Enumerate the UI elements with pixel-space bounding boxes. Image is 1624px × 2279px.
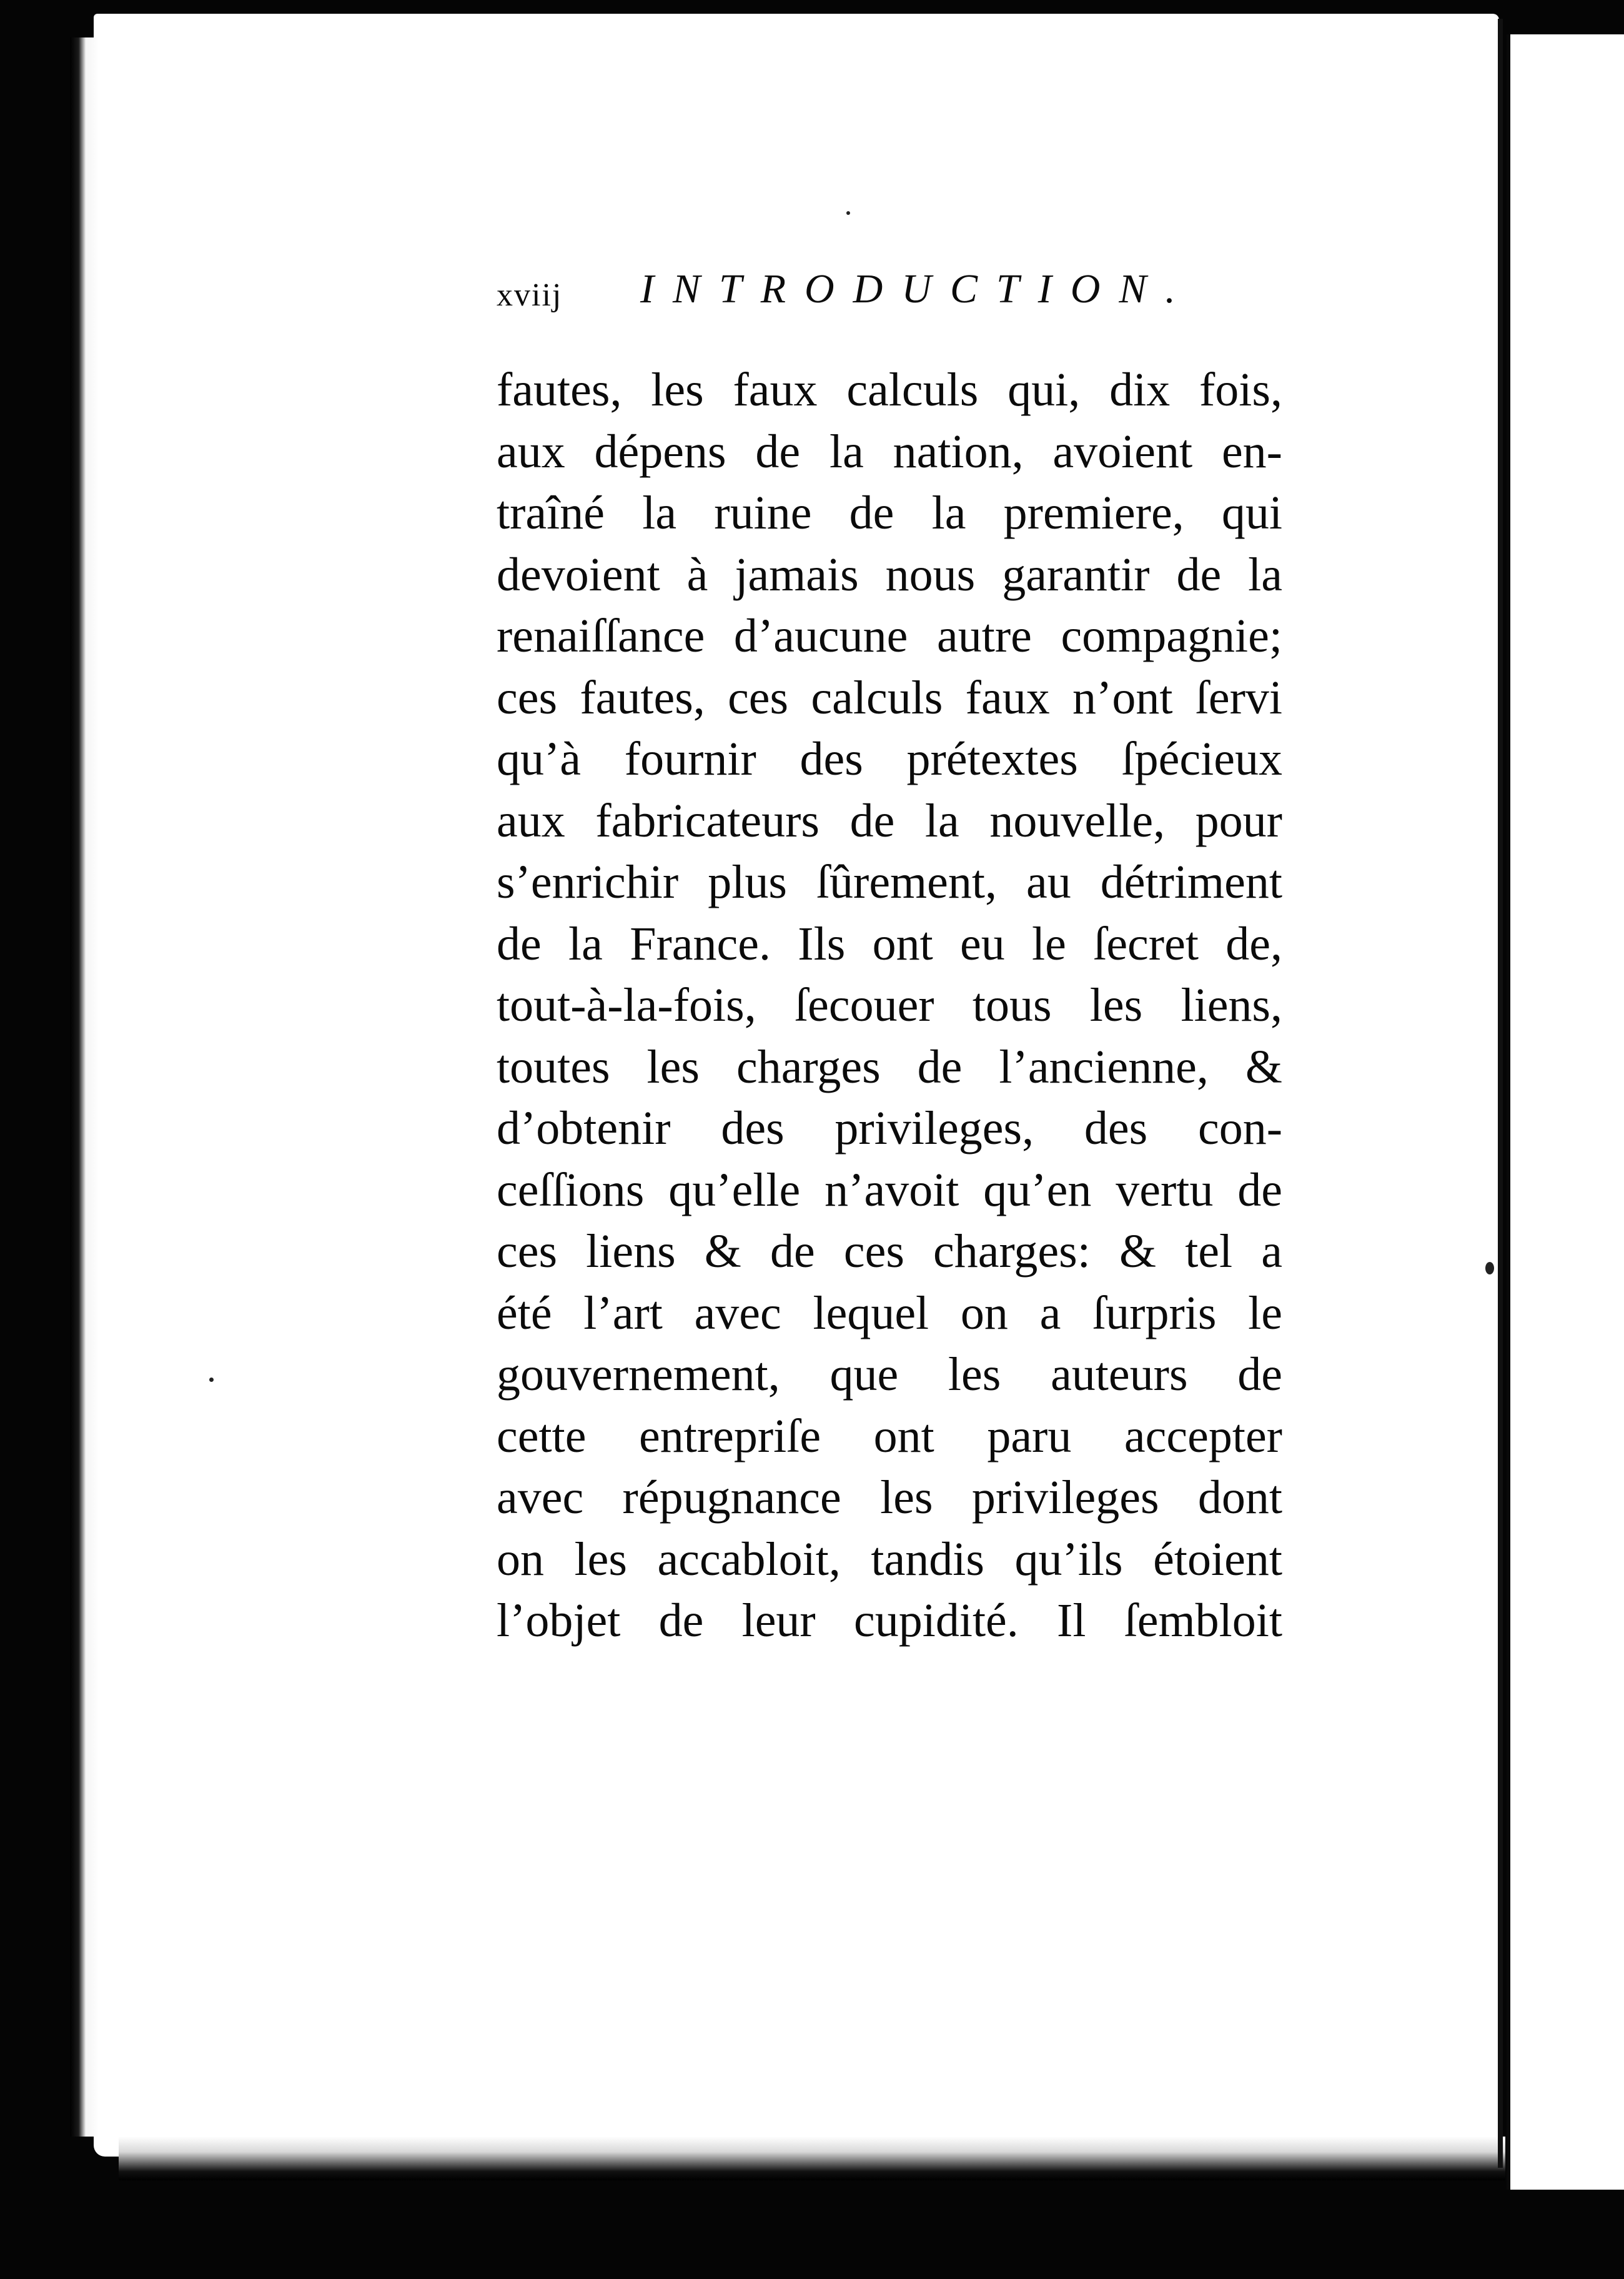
text-line: s’enrichir plus ſûrement, au détriment — [497, 856, 1282, 908]
ink-speck — [1485, 1262, 1494, 1274]
page-bottom-edge — [119, 2137, 1505, 2180]
text-line: aux dépens de la nation, avoient en- — [497, 425, 1282, 478]
page-gutter — [1498, 19, 1503, 2168]
text-line: ces fautes, ces calculs faux n’ont ſervi — [497, 671, 1282, 724]
text-line: devoient à jamais nous garantir de la — [497, 548, 1282, 601]
text-line: de la France. Ils ont eu le ſecret de, — [497, 917, 1282, 970]
text-line: avec répugnance les privileges dont — [497, 1471, 1282, 1524]
ink-speck — [846, 211, 850, 215]
text-line: l’objet de leur cupidité. Il ſembloit — [497, 1594, 1282, 1647]
text-line: d’obtenir des privileges, des con- — [497, 1102, 1282, 1154]
text-line: été l’art avec lequel on a ſurpris le — [497, 1286, 1282, 1339]
text-line: ceſſions qu’elle n’avoit qu’en vertu de — [497, 1163, 1282, 1216]
running-header — [497, 266, 1282, 322]
text-line: traîné la ruine de la premiere, qui — [497, 487, 1282, 539]
text-line: on les accabloit, tandis qu’ils étoient — [497, 1532, 1282, 1586]
text-line: renaiſſance d’aucune autre compagnie; — [497, 610, 1282, 662]
text-line: tout-à-la-fois, ſecouer tous les liens, — [497, 979, 1282, 1031]
text-line: fautes, les faux calculs qui, dix fois, — [497, 364, 1282, 416]
text-line: gouvernement, que les auteurs de — [497, 1348, 1282, 1401]
text-line: aux fabricateurs de la nouvelle, pour — [497, 794, 1282, 847]
running-title: INTRODUCTION. — [640, 266, 1194, 312]
body-text — [497, 359, 1282, 1652]
page-number: xviij — [497, 277, 563, 313]
text-line: cette entrepriſe ont paru accepter — [497, 1409, 1282, 1462]
text-line: qu’à fournir des prétextes ſpécieux — [497, 733, 1282, 785]
ink-speck — [209, 1378, 214, 1382]
text-block — [497, 266, 1282, 1652]
page-left-edge — [70, 37, 99, 2137]
text-line: toutes les charges de l’ancienne, & — [497, 1040, 1282, 1093]
adjacent-page — [1507, 34, 1624, 2190]
text-line: ces liens & de ces charges: & tel a — [497, 1225, 1282, 1278]
